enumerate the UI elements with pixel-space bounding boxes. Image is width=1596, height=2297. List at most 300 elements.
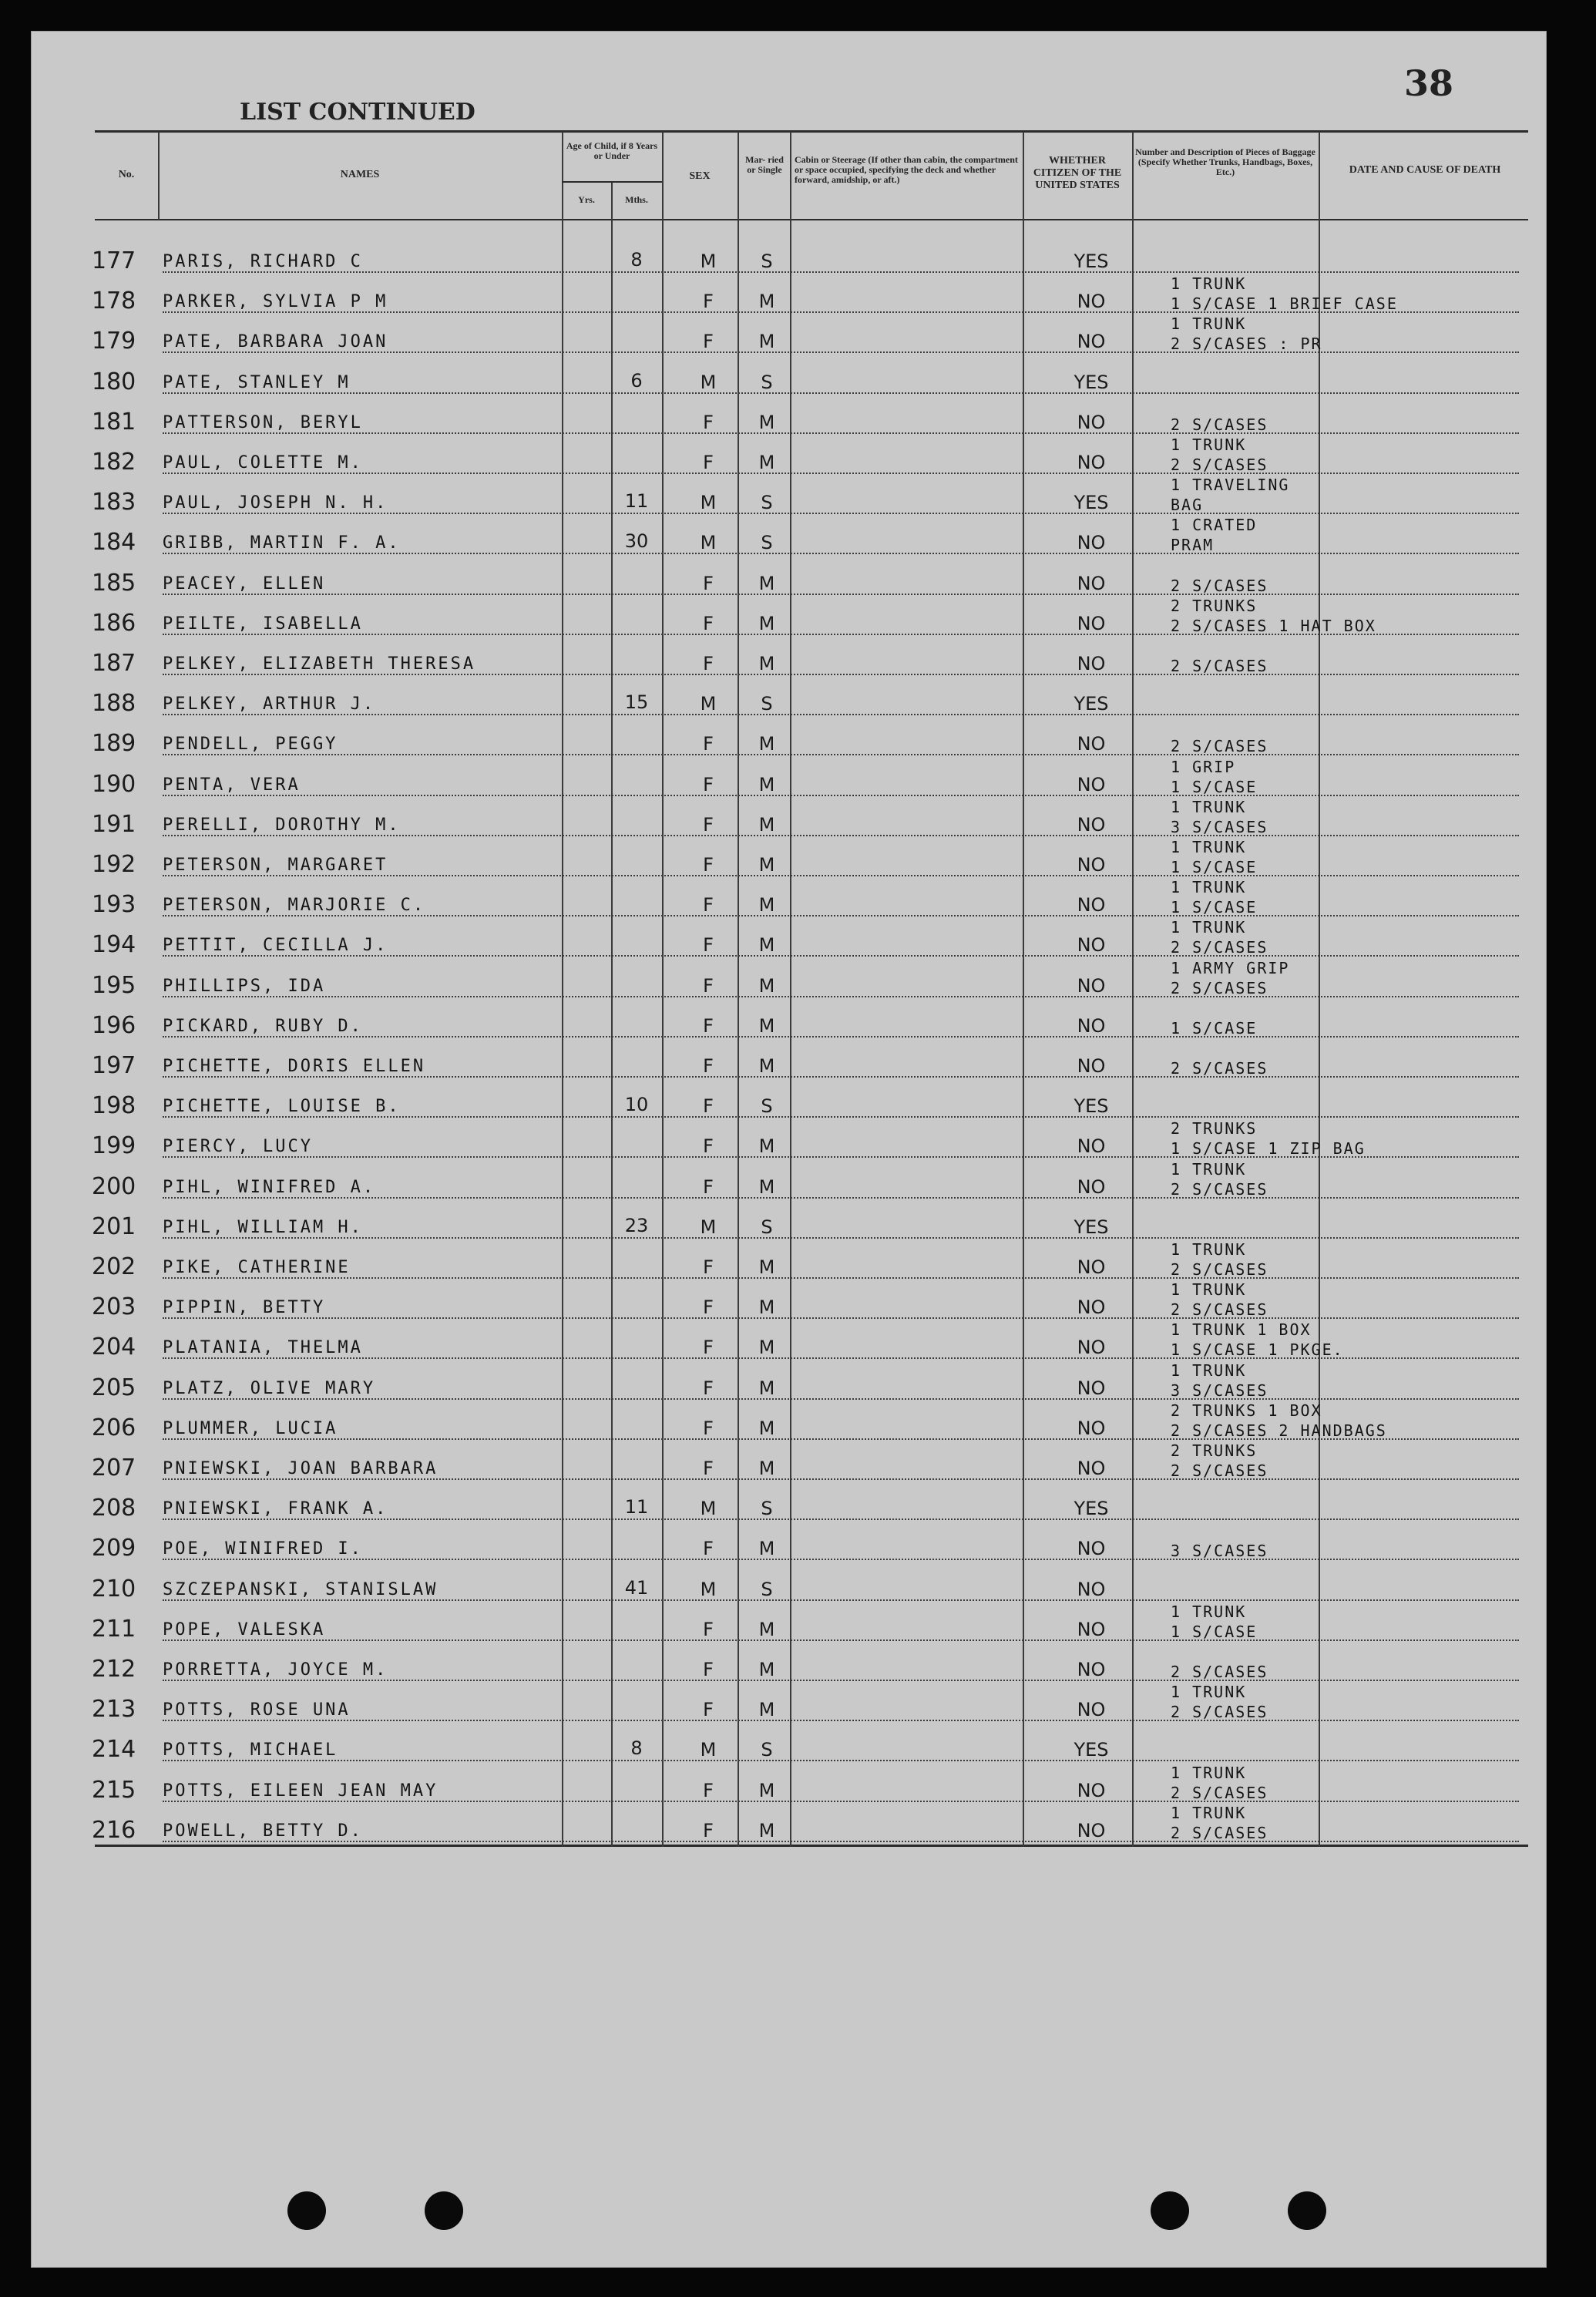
citizen-status: NO bbox=[1077, 774, 1106, 795]
baggage-line-2: 2 S/CASES 2 HANDBAGS bbox=[1171, 1421, 1387, 1440]
passenger-name: PEACEY, ELLEN bbox=[163, 574, 326, 594]
row-dotted-line bbox=[163, 1076, 1519, 1078]
row-dotted-line bbox=[163, 1116, 1519, 1118]
age-years: 23 bbox=[624, 1215, 649, 1236]
marital-status: M bbox=[758, 1055, 775, 1077]
baggage-line-1: 1 TRUNK bbox=[1171, 838, 1247, 856]
marital-status: M bbox=[758, 653, 775, 674]
row-dotted-line bbox=[163, 594, 1519, 595]
passenger-name: POPE, VALESKA bbox=[163, 1620, 326, 1640]
row-number: 183 bbox=[92, 489, 136, 516]
row-number: 194 bbox=[92, 931, 136, 958]
baggage-line-1: 1 TRUNK 1 BOX bbox=[1171, 1320, 1312, 1339]
row-number: 210 bbox=[92, 1576, 136, 1603]
baggage-line-1: 2 TRUNKS bbox=[1171, 1441, 1258, 1460]
sex-value: F bbox=[703, 894, 714, 916]
binder-hole bbox=[425, 2191, 463, 2230]
row-number: 179 bbox=[92, 328, 136, 355]
marital-status: M bbox=[758, 774, 775, 795]
sex-value: F bbox=[703, 1699, 714, 1720]
header-mths: Mths. bbox=[625, 194, 648, 205]
row-number: 205 bbox=[92, 1374, 136, 1401]
passenger-name: PHILLIPS, IDA bbox=[163, 977, 326, 996]
binder-hole bbox=[1288, 2191, 1326, 2230]
passenger-name: PIERCY, LUCY bbox=[163, 1137, 313, 1156]
baggage-line-1: 2 TRUNKS 1 BOX bbox=[1171, 1401, 1322, 1420]
passenger-name: PETERSON, MARGARET bbox=[163, 856, 388, 875]
marital-status: M bbox=[758, 613, 775, 634]
marital-status: M bbox=[758, 854, 775, 876]
row-number: 178 bbox=[92, 288, 136, 314]
passenger-name: POE, WINIFRED I. bbox=[163, 1539, 363, 1559]
marital-status: S bbox=[761, 1095, 773, 1117]
baggage-line-1: 1 TRUNK bbox=[1171, 1361, 1247, 1380]
baggage-line-2: 3 S/CASES bbox=[1171, 1542, 1268, 1560]
row-dotted-line bbox=[163, 1398, 1519, 1400]
marital-status: M bbox=[758, 1176, 775, 1198]
passenger-name: PNIEWSKI, JOAN BARBARA bbox=[163, 1459, 438, 1478]
header-married: Mar- ried or Single bbox=[745, 154, 784, 175]
sex-value: F bbox=[703, 291, 714, 312]
row-number: 201 bbox=[92, 1213, 136, 1240]
baggage-line-2: 3 S/CASES bbox=[1171, 1381, 1268, 1400]
citizen-status: YES bbox=[1074, 251, 1109, 272]
header-names: NAMES bbox=[340, 169, 380, 180]
row-number: 209 bbox=[92, 1535, 136, 1562]
row-number: 214 bbox=[92, 1736, 136, 1763]
row-dotted-line bbox=[163, 714, 1519, 715]
passenger-name: PLATZ, OLIVE MARY bbox=[163, 1379, 376, 1398]
row-dotted-line bbox=[163, 674, 1519, 675]
baggage-line-2: 2 S/CASES bbox=[1171, 415, 1268, 434]
row-number: 215 bbox=[92, 1777, 136, 1804]
baggage-line-2: 2 S/CASES bbox=[1171, 938, 1268, 957]
passenger-name: PATE, BARBARA JOAN bbox=[163, 332, 388, 351]
citizen-status: NO bbox=[1077, 653, 1106, 674]
passenger-name: PAUL, COLETTE M. bbox=[163, 453, 363, 473]
sex-value: M bbox=[700, 1498, 717, 1519]
marital-status: M bbox=[758, 1458, 775, 1479]
row-dotted-line bbox=[163, 1801, 1519, 1802]
baggage-line-2: 1 S/CASE bbox=[1171, 898, 1258, 916]
age-years: 41 bbox=[624, 1577, 649, 1599]
row-number: 199 bbox=[92, 1132, 136, 1159]
sex-value: F bbox=[703, 975, 714, 997]
citizen-status: NO bbox=[1077, 452, 1106, 473]
baggage-line-2: 3 S/CASES bbox=[1171, 818, 1268, 836]
passenger-name: PENTA, VERA bbox=[163, 775, 301, 795]
marital-status: M bbox=[758, 1418, 775, 1439]
baggage-line-2: BAG bbox=[1171, 496, 1204, 514]
baggage-line-2: 2 S/CASES bbox=[1171, 1059, 1268, 1078]
row-dotted-line bbox=[163, 513, 1519, 514]
baggage-line-2: 1 S/CASE bbox=[1171, 858, 1258, 876]
sex-value: M bbox=[700, 492, 717, 513]
marital-status: M bbox=[758, 1015, 775, 1037]
row-number: 190 bbox=[92, 771, 136, 798]
header-no: No. bbox=[118, 169, 135, 180]
age-subheader-rule bbox=[562, 181, 662, 183]
passenger-name: PICHETTE, LOUISE B. bbox=[163, 1097, 401, 1116]
passenger-name: PENDELL, PEGGY bbox=[163, 735, 338, 754]
baggage-line-2: 2 S/CASES bbox=[1171, 1300, 1268, 1319]
header-bottom-rule bbox=[95, 219, 1528, 220]
sex-value: F bbox=[703, 331, 714, 352]
header-yrs: Yrs. bbox=[578, 194, 595, 205]
row-dotted-line bbox=[163, 875, 1519, 876]
row-number: 193 bbox=[92, 891, 136, 918]
header-sex: SEX bbox=[689, 170, 711, 182]
baggage-line-2: 2 S/CASES bbox=[1171, 577, 1268, 595]
row-dotted-line bbox=[163, 1237, 1519, 1239]
citizen-status: NO bbox=[1077, 975, 1106, 997]
row-number: 185 bbox=[92, 570, 136, 597]
citizen-status: NO bbox=[1077, 291, 1106, 312]
citizen-status: NO bbox=[1077, 1538, 1106, 1559]
row-number: 189 bbox=[92, 730, 136, 757]
col-divider-names bbox=[562, 132, 563, 1847]
passenger-name: PAUL, JOSEPH N. H. bbox=[163, 493, 388, 513]
row-dotted-line bbox=[163, 271, 1519, 273]
baggage-line-2: 2 S/CASES bbox=[1171, 1703, 1268, 1721]
header-citizen: WHETHER CITIZEN OF THE UNITED STATES bbox=[1033, 155, 1122, 191]
marital-status: M bbox=[758, 1337, 775, 1358]
age-years: 8 bbox=[630, 1737, 643, 1759]
sex-value: M bbox=[700, 1216, 717, 1238]
marital-status: M bbox=[758, 814, 775, 836]
passenger-name: PATE, STANLEY M bbox=[163, 373, 351, 392]
citizen-status: NO bbox=[1077, 1820, 1106, 1841]
row-dotted-line bbox=[163, 1680, 1519, 1681]
col-divider-baggage bbox=[1319, 132, 1320, 1847]
row-number: 187 bbox=[92, 650, 136, 677]
sex-value: F bbox=[703, 412, 714, 433]
passenger-name: PERELLI, DOROTHY M. bbox=[163, 816, 401, 835]
sex-value: M bbox=[700, 1579, 717, 1600]
baggage-line-2: PRAM bbox=[1171, 536, 1215, 554]
sex-value: M bbox=[700, 251, 717, 272]
header-baggage: Number and Description of Pieces of Baggage (Specify Whether Trunks, Handbags, Boxes, Etc.) bbox=[1135, 146, 1315, 177]
sex-value: F bbox=[703, 1418, 714, 1439]
sex-value: F bbox=[703, 1015, 714, 1037]
row-number: 188 bbox=[92, 690, 136, 717]
passenger-name: PIHL, WINIFRED A. bbox=[163, 1178, 376, 1197]
marital-status: M bbox=[758, 412, 775, 433]
marital-status: M bbox=[758, 452, 775, 473]
citizen-status: NO bbox=[1077, 733, 1106, 755]
sex-value: F bbox=[703, 1337, 714, 1358]
citizen-status: NO bbox=[1077, 934, 1106, 956]
row-number: 198 bbox=[92, 1092, 136, 1119]
row-dotted-line bbox=[163, 1518, 1519, 1520]
marital-status: M bbox=[758, 291, 775, 312]
baggage-line-2: 1 S/CASE 1 ZIP BAG bbox=[1171, 1139, 1366, 1158]
marital-status: M bbox=[758, 1296, 775, 1318]
row-number: 207 bbox=[92, 1455, 136, 1481]
table-bottom-rule bbox=[95, 1845, 1528, 1847]
sex-value: M bbox=[700, 693, 717, 715]
citizen-status: NO bbox=[1077, 532, 1106, 553]
row-number: 216 bbox=[92, 1817, 136, 1844]
row-dotted-line bbox=[163, 473, 1519, 474]
sex-value: F bbox=[703, 1377, 714, 1399]
passenger-name: PETERSON, MARJORIE C. bbox=[163, 896, 426, 915]
passenger-name: PELKEY, ELIZABETH THERESA bbox=[163, 654, 476, 674]
passenger-name: POWELL, BETTY D. bbox=[163, 1821, 363, 1841]
row-number: 208 bbox=[92, 1495, 136, 1522]
row-number: 196 bbox=[92, 1012, 136, 1039]
citizen-status: NO bbox=[1077, 1015, 1106, 1037]
passenger-name: POTTS, MICHAEL bbox=[163, 1740, 338, 1760]
citizen-status: NO bbox=[1077, 814, 1106, 836]
baggage-line-1: 1 TRUNK bbox=[1171, 1764, 1247, 1782]
passenger-name: PICHETTE, DORIS ELLEN bbox=[163, 1057, 426, 1076]
passenger-name: POTTS, EILEEN JEAN MAY bbox=[163, 1781, 438, 1801]
citizen-status: NO bbox=[1077, 1579, 1106, 1600]
sex-value: M bbox=[700, 372, 717, 393]
marital-status: M bbox=[758, 1135, 775, 1157]
sex-value: F bbox=[703, 1176, 714, 1198]
marital-status: S bbox=[761, 1498, 773, 1519]
marital-status: M bbox=[758, 1377, 775, 1399]
passenger-name: POTTS, ROSE UNA bbox=[163, 1700, 351, 1720]
citizen-status: NO bbox=[1077, 1699, 1106, 1720]
passenger-name: PNIEWSKI, FRANK A. bbox=[163, 1499, 388, 1518]
row-number: 191 bbox=[92, 811, 136, 838]
citizen-status: NO bbox=[1077, 1418, 1106, 1439]
age-years: 11 bbox=[624, 1496, 649, 1518]
citizen-status: NO bbox=[1077, 894, 1106, 916]
baggage-line-1: 1 TRUNK bbox=[1171, 314, 1247, 333]
baggage-line-1: 1 TRUNK bbox=[1171, 1160, 1247, 1179]
baggage-line-2: 2 S/CASES bbox=[1171, 657, 1268, 675]
marital-status: S bbox=[761, 1216, 773, 1238]
header-top-rule bbox=[95, 130, 1528, 133]
marital-status: S bbox=[761, 251, 773, 272]
marital-status: M bbox=[758, 894, 775, 916]
row-number: 192 bbox=[92, 851, 136, 878]
citizen-status: NO bbox=[1077, 1458, 1106, 1479]
row-dotted-line bbox=[163, 1197, 1519, 1199]
age-years: 11 bbox=[624, 490, 649, 512]
row-number: 180 bbox=[92, 368, 136, 395]
citizen-status: NO bbox=[1077, 1296, 1106, 1318]
marital-status: M bbox=[758, 1256, 775, 1278]
passenger-name: PARIS, RICHARD C bbox=[163, 252, 363, 271]
passenger-name: PORRETTA, JOYCE M. bbox=[163, 1660, 388, 1680]
citizen-status: YES bbox=[1074, 693, 1109, 715]
col-divider-sex bbox=[738, 132, 739, 1847]
citizen-status: NO bbox=[1077, 1619, 1106, 1640]
baggage-line-2: 2 S/CASES bbox=[1171, 1180, 1268, 1199]
citizen-status: NO bbox=[1077, 1377, 1106, 1399]
sex-value: F bbox=[703, 1538, 714, 1559]
citizen-status: YES bbox=[1074, 372, 1109, 393]
baggage-line-2: 2 S/CASES bbox=[1171, 1824, 1268, 1842]
header-age-group: Age of Child, if 8 Years or Under bbox=[566, 140, 658, 161]
sex-value: F bbox=[703, 573, 714, 594]
citizen-status: NO bbox=[1077, 1659, 1106, 1680]
baggage-line-2: 2 S/CASES bbox=[1171, 456, 1268, 474]
citizen-status: NO bbox=[1077, 1055, 1106, 1077]
row-dotted-line bbox=[163, 754, 1519, 755]
passenger-name: PEILTE, ISABELLA bbox=[163, 614, 363, 634]
baggage-line-1: 1 TRUNK bbox=[1171, 274, 1247, 293]
binder-hole bbox=[287, 2191, 326, 2230]
marital-status: M bbox=[758, 1820, 775, 1841]
row-number: 195 bbox=[92, 972, 136, 999]
sex-value: M bbox=[700, 532, 717, 553]
row-dotted-line bbox=[163, 392, 1519, 394]
age-years: 6 bbox=[630, 370, 643, 392]
sex-value: F bbox=[703, 934, 714, 956]
marital-status: M bbox=[758, 733, 775, 755]
row-number: 211 bbox=[92, 1616, 136, 1643]
baggage-line-2: 2 S/CASES : PR bbox=[1171, 335, 1322, 353]
baggage-line-1: 2 TRUNKS bbox=[1171, 597, 1258, 615]
baggage-line-2: 1 S/CASE 1 BRIEF CASE bbox=[1171, 294, 1398, 313]
sex-value: F bbox=[703, 733, 714, 755]
baggage-line-1: 1 TRUNK bbox=[1171, 1603, 1247, 1621]
row-dotted-line bbox=[163, 1640, 1519, 1641]
marital-status: M bbox=[758, 331, 775, 352]
citizen-status: NO bbox=[1077, 1176, 1106, 1198]
citizen-status: NO bbox=[1077, 613, 1106, 634]
sex-value: F bbox=[703, 1659, 714, 1680]
sex-value: F bbox=[703, 1780, 714, 1801]
passenger-name: PIKE, CATHERINE bbox=[163, 1258, 351, 1277]
baggage-line-1: 1 TRUNK bbox=[1171, 1804, 1247, 1822]
citizen-status: YES bbox=[1074, 1498, 1109, 1519]
passenger-name: PLUMMER, LUCIA bbox=[163, 1419, 338, 1438]
marital-status: S bbox=[761, 532, 773, 553]
baggage-line-2: 2 S/CASES bbox=[1171, 1784, 1268, 1802]
marital-status: M bbox=[758, 1780, 775, 1801]
sex-value: F bbox=[703, 854, 714, 876]
row-number: 206 bbox=[92, 1414, 136, 1441]
marital-status: M bbox=[758, 975, 775, 997]
sex-value: F bbox=[703, 1296, 714, 1318]
row-number: 181 bbox=[92, 409, 136, 436]
row-dotted-line bbox=[163, 432, 1519, 434]
col-divider-married bbox=[790, 132, 791, 1847]
citizen-status: YES bbox=[1074, 1739, 1109, 1761]
row-dotted-line bbox=[163, 955, 1519, 957]
sex-value: F bbox=[703, 653, 714, 674]
row-number: 202 bbox=[92, 1253, 136, 1280]
baggage-line-1: 1 GRIP bbox=[1171, 758, 1236, 776]
passenger-name: PIPPIN, BETTY bbox=[163, 1298, 326, 1317]
baggage-line-1: 1 TRUNK bbox=[1171, 1280, 1247, 1299]
sex-value: F bbox=[703, 814, 714, 836]
baggage-line-1: 1 CRATED bbox=[1171, 516, 1258, 534]
baggage-line-2: 2 S/CASES bbox=[1171, 1461, 1268, 1480]
age-years: 30 bbox=[624, 530, 649, 552]
col-divider-age bbox=[662, 132, 664, 1847]
baggage-line-1: 1 TRAVELING bbox=[1171, 476, 1290, 494]
passenger-name: PICKARD, RUBY D. bbox=[163, 1017, 363, 1036]
passenger-name: PETTIT, CECILLA J. bbox=[163, 936, 388, 955]
row-number: 213 bbox=[92, 1696, 136, 1723]
row-number: 212 bbox=[92, 1656, 136, 1683]
passenger-name: SZCZEPANSKI, STANISLAW bbox=[163, 1580, 438, 1599]
passenger-name: GRIBB, MARTIN F. A. bbox=[163, 533, 401, 553]
row-dotted-line bbox=[163, 1317, 1519, 1319]
baggage-line-2: 2 S/CASES bbox=[1171, 737, 1268, 755]
marital-status: M bbox=[758, 934, 775, 956]
sex-value: F bbox=[703, 1135, 714, 1157]
marital-status: S bbox=[761, 492, 773, 513]
citizen-status: YES bbox=[1074, 492, 1109, 513]
baggage-line-1: 1 TRUNK bbox=[1171, 878, 1247, 896]
age-years: 10 bbox=[624, 1094, 649, 1115]
sex-value: F bbox=[703, 1820, 714, 1841]
citizen-status: NO bbox=[1077, 1337, 1106, 1358]
baggage-line-1: 1 TRUNK bbox=[1171, 798, 1247, 816]
row-number: 200 bbox=[92, 1173, 136, 1200]
passenger-name: PIHL, WILLIAM H. bbox=[163, 1218, 363, 1237]
marital-status: S bbox=[761, 1739, 773, 1761]
baggage-line-2: 1 S/CASE 1 PKGE. bbox=[1171, 1340, 1344, 1359]
manifest-page bbox=[31, 31, 1547, 2268]
header-death: DATE AND CAUSE OF DEATH bbox=[1349, 164, 1501, 176]
row-number: 203 bbox=[92, 1293, 136, 1320]
marital-status: M bbox=[758, 1538, 775, 1559]
row-number: 184 bbox=[92, 529, 136, 556]
marital-status: M bbox=[758, 1659, 775, 1680]
sex-value: F bbox=[703, 1095, 714, 1117]
sex-value: M bbox=[700, 1739, 717, 1761]
baggage-line-1: 1 ARMY GRIP bbox=[1171, 959, 1290, 977]
citizen-status: YES bbox=[1074, 1095, 1109, 1117]
citizen-status: NO bbox=[1077, 1256, 1106, 1278]
sex-value: F bbox=[703, 452, 714, 473]
citizen-status: YES bbox=[1074, 1216, 1109, 1238]
page-number: 38 bbox=[1403, 62, 1453, 104]
row-number: 197 bbox=[92, 1052, 136, 1079]
row-dotted-line bbox=[163, 1720, 1519, 1721]
citizen-status: NO bbox=[1077, 573, 1106, 594]
baggage-line-1: 2 TRUNKS bbox=[1171, 1119, 1258, 1138]
row-dotted-line bbox=[163, 795, 1519, 796]
sex-value: F bbox=[703, 1619, 714, 1640]
header-cabin: Cabin or Steerage (If other than cabin, the compartment or space occupied, specifying the deck and whether forward, amidship, or aft.) bbox=[795, 154, 1018, 185]
marital-status: M bbox=[758, 1699, 775, 1720]
sex-value: F bbox=[703, 1256, 714, 1278]
sex-value: F bbox=[703, 1458, 714, 1479]
row-number: 182 bbox=[92, 449, 136, 476]
marital-status: S bbox=[761, 693, 773, 715]
row-dotted-line bbox=[163, 1036, 1519, 1038]
row-dotted-line bbox=[163, 996, 1519, 997]
marital-status: S bbox=[761, 1579, 773, 1600]
row-number: 177 bbox=[92, 247, 136, 274]
row-dotted-line bbox=[163, 1599, 1519, 1601]
row-dotted-line bbox=[163, 1478, 1519, 1480]
baggage-line-2: 2 S/CASES bbox=[1171, 979, 1268, 997]
baggage-line-1: 1 TRUNK bbox=[1171, 918, 1247, 937]
baggage-line-2: 1 S/CASE bbox=[1171, 1623, 1258, 1641]
baggage-line-1: 1 TRUNK bbox=[1171, 1240, 1247, 1259]
marital-status: M bbox=[758, 1619, 775, 1640]
sex-value: F bbox=[703, 1055, 714, 1077]
passenger-name: PARKER, SYLVIA P M bbox=[163, 292, 388, 311]
citizen-status: NO bbox=[1077, 854, 1106, 876]
sex-value: F bbox=[703, 774, 714, 795]
baggage-line-2: 1 S/CASE bbox=[1171, 1019, 1258, 1038]
baggage-line-1: 1 TRUNK bbox=[1171, 1683, 1247, 1701]
citizen-status: NO bbox=[1077, 1135, 1106, 1157]
